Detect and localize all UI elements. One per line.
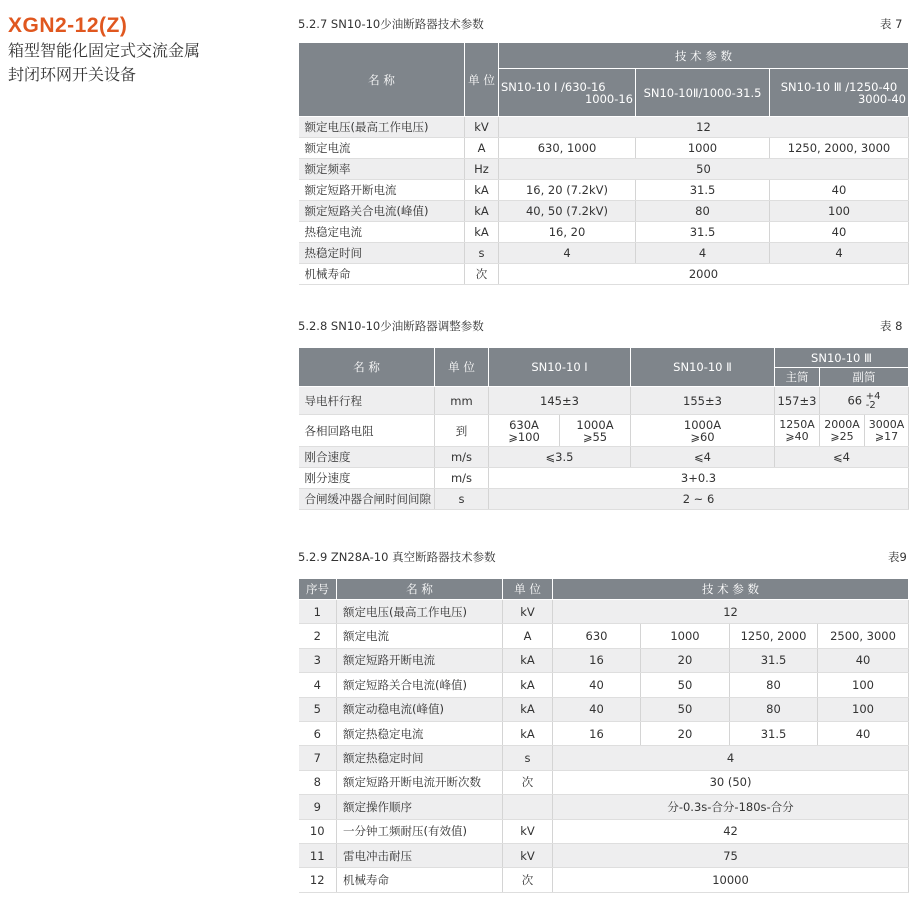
table-row xyxy=(299,159,909,180)
t9-cell-value: 31.5 xyxy=(730,648,818,672)
t7-header-model1-l2: 1000-16 xyxy=(584,91,633,106)
t7-header-model3-l1: SN10-10 Ⅲ /1250-40 xyxy=(780,79,898,94)
t9-cell-value: 2500, 3000 xyxy=(818,624,909,648)
t8-r2-b1: 1000A xyxy=(576,417,614,432)
t9-cell-value: 1000 xyxy=(641,624,730,648)
t8-cell-name: 刚合速度 xyxy=(299,447,435,468)
t9-cell-no: 10 xyxy=(299,819,337,843)
t9-cell-value: 40 xyxy=(818,648,909,672)
t8-header-main-tube xyxy=(775,368,820,387)
t8-r2-d2: ⩾40 xyxy=(785,429,809,443)
t7-cell-value: 31.5 xyxy=(636,180,770,201)
table9-number: 表9 xyxy=(888,550,907,564)
t8-cell-value xyxy=(775,415,820,447)
t8-cell-value: 155±3 xyxy=(631,387,775,415)
t7-cell-name: 热稳定电流 xyxy=(299,222,465,243)
t9-cell-name: 额定热稳定时间 xyxy=(337,746,503,770)
t7-header-name: 名 称 xyxy=(299,43,465,117)
t9-cell-no: 5 xyxy=(299,697,337,721)
table8 xyxy=(298,347,909,510)
t7-cell-value: 40 xyxy=(770,222,909,243)
t7-cell-unit: Hz xyxy=(465,159,499,180)
t8-header-model1: SN10-10 Ⅰ xyxy=(489,348,631,387)
t9-cell-name: 额定短路关合电流(峰值) xyxy=(337,673,503,697)
t8-cell-unit: 到 xyxy=(435,415,489,447)
t9-cell-value: 12 xyxy=(553,600,909,624)
t8-cell-unit: mm xyxy=(435,387,489,415)
t9-cell-value: 31.5 xyxy=(730,721,818,745)
t8-r2-c1: 1000A xyxy=(683,417,722,432)
t9-cell-unit: s xyxy=(503,746,553,770)
t7-cell-value: 31.5 xyxy=(636,222,770,243)
t9-cell-name: 一分钟工频耐压(有效值) xyxy=(337,819,503,843)
t7-cell-value: 4 xyxy=(499,243,636,264)
t9-cell-value: 42 xyxy=(553,819,909,843)
t9-cell-name: 额定热稳定电流 xyxy=(337,721,503,745)
t7-cell-value: 2000 xyxy=(499,264,909,285)
t8-cell-value: ⩽3.5 xyxy=(489,447,631,468)
t9-cell-value: 100 xyxy=(818,673,909,697)
t9-cell-value: 分-0.3s-合分-180s-合分 xyxy=(553,795,909,819)
t9-cell-unit: 次 xyxy=(503,868,553,892)
t7-cell-value: 1250, 2000, 3000 xyxy=(770,138,909,159)
product-title-line2: 封闭环网开关设备 xyxy=(8,65,137,84)
t9-cell-unit: 次 xyxy=(503,770,553,794)
table-row xyxy=(299,868,909,892)
t7-cell-unit: 次 xyxy=(465,264,499,285)
t8-cell-value xyxy=(631,415,775,447)
t8-cell-unit: s xyxy=(435,489,489,510)
t9-cell-name: 雷电冲击耐压 xyxy=(337,843,503,867)
t8-cell-name: 导电杆行程 xyxy=(299,387,435,415)
t9-cell-no: 9 xyxy=(299,795,337,819)
t8-r2-a1: 630A xyxy=(509,417,539,432)
t9-cell-no: 1 xyxy=(299,600,337,624)
t9-cell-name: 额定短路开断电流开断次数 xyxy=(337,770,503,794)
t9-cell-unit: kA xyxy=(503,721,553,745)
table9-caption: 5.2.9 ZN28A-10 真空断路器技术参数 xyxy=(298,550,496,564)
table-row xyxy=(299,117,909,138)
t8-cell-value: 3+0.3 xyxy=(489,468,909,489)
brand-block xyxy=(8,14,200,86)
t8-r2-c2: ⩾60 xyxy=(690,429,715,444)
t9-cell-value: 4 xyxy=(553,746,909,770)
table-row xyxy=(299,746,909,770)
t7-cell-name: 热稳定时间 xyxy=(299,243,465,264)
table-row xyxy=(299,843,909,867)
t8-r2-d1: 1250A xyxy=(779,417,815,431)
t7-cell-name: 额定短路开断电流 xyxy=(299,180,465,201)
t8-header-model3: SN10-10 Ⅲ xyxy=(775,348,909,368)
table7-number: 表 7 xyxy=(880,17,903,31)
t7-cell-value: 16, 20 (7.2kV) xyxy=(499,180,636,201)
t7-header-model3-l2: 3000-40 xyxy=(857,91,906,106)
t7-cell-name: 额定频率 xyxy=(299,159,465,180)
table-row xyxy=(299,600,909,624)
t9-cell-value: 16 xyxy=(553,648,641,672)
t7-cell-unit: kA xyxy=(465,222,499,243)
table9 xyxy=(298,578,909,893)
table-row xyxy=(299,264,909,285)
t8-r2-e2: ⩾25 xyxy=(830,429,854,443)
table-row xyxy=(299,770,909,794)
t8-r2-f2: ⩾17 xyxy=(874,429,899,443)
table7 xyxy=(298,42,909,285)
t9-cell-unit: kA xyxy=(503,673,553,697)
t7-cell-name: 额定短路关合电流(峰值) xyxy=(299,201,465,222)
t9-cell-value: 80 xyxy=(730,673,818,697)
t9-header-no: 序号 xyxy=(299,579,337,600)
t8-r2-f1: 3000A xyxy=(868,417,905,431)
t7-cell-name: 额定电压(最高工作电压) xyxy=(299,117,465,138)
t8-cell-value: 157±3 xyxy=(775,387,820,415)
t9-cell-value: 30 (50) xyxy=(553,770,909,794)
table-row xyxy=(299,795,909,819)
t9-cell-no: 6 xyxy=(299,721,337,745)
t9-cell-name: 机械寿命 xyxy=(337,868,503,892)
t9-cell-no: 4 xyxy=(299,673,337,697)
table-row xyxy=(299,648,909,672)
t9-cell-name: 额定电流 xyxy=(337,624,503,648)
t8-cell-name: 各相回路电阻 xyxy=(299,415,435,447)
t8-cell-value xyxy=(820,415,865,447)
table-row xyxy=(299,243,909,264)
t7-header-unit: 单 位 xyxy=(465,43,499,117)
table-row xyxy=(299,180,909,201)
t7-header-params: 技 术 参 数 xyxy=(499,43,909,69)
t7-cell-unit: kA xyxy=(465,201,499,222)
t7-cell-value: 4 xyxy=(636,243,770,264)
table-row xyxy=(299,489,909,510)
t9-cell-value: 75 xyxy=(553,843,909,867)
t7-cell-unit: s xyxy=(465,243,499,264)
t9-header-name: 名 称 xyxy=(337,579,503,600)
t9-cell-value: 50 xyxy=(641,673,730,697)
t9-cell-no: 2 xyxy=(299,624,337,648)
t7-header-model3 xyxy=(770,69,909,117)
table-row xyxy=(299,447,909,468)
t7-cell-value: 80 xyxy=(636,201,770,222)
t7-header-model1 xyxy=(499,69,636,117)
t7-cell-value: 16, 20 xyxy=(499,222,636,243)
t9-header-params: 技 术 参 数 xyxy=(553,579,909,600)
table-row xyxy=(299,624,909,648)
t9-cell-name: 额定电压(最高工作电压) xyxy=(337,600,503,624)
t8-cell-value xyxy=(560,415,631,447)
table7-caption: 5.2.7 SN10-10少油断路器技术参数 xyxy=(298,17,484,31)
t7-header-model2: SN10-10Ⅱ/1000-31.5 xyxy=(636,69,770,117)
t7-cell-value: 4 xyxy=(770,243,909,264)
table-row xyxy=(299,138,909,159)
t9-cell-no: 7 xyxy=(299,746,337,770)
t9-cell-no: 12 xyxy=(299,868,337,892)
table-row xyxy=(299,721,909,745)
t8-cell-value: 145±3 xyxy=(489,387,631,415)
t8-aux-main: 66 xyxy=(847,393,863,407)
t9-cell-value: 1250, 2000 xyxy=(730,624,818,648)
t9-cell-name: 额定动稳电流(峰值) xyxy=(337,697,503,721)
table-row xyxy=(299,201,909,222)
product-title-line1: 箱型智能化固定式交流金属 xyxy=(8,41,201,60)
t9-cell-unit: A xyxy=(503,624,553,648)
t7-cell-value: 630, 1000 xyxy=(499,138,636,159)
t9-cell-value: 16 xyxy=(553,721,641,745)
t9-cell-no: 8 xyxy=(299,770,337,794)
t9-cell-value: 50 xyxy=(641,697,730,721)
t9-cell-unit: kV xyxy=(503,843,553,867)
t9-cell-value: 630 xyxy=(553,624,641,648)
t9-cell-unit: kA xyxy=(503,648,553,672)
t7-cell-value: 100 xyxy=(770,201,909,222)
t7-cell-value: 1000 xyxy=(636,138,770,159)
t8-cell-value: ⩽4 xyxy=(631,447,775,468)
table-row xyxy=(299,415,909,447)
t8-cell-value: ⩽4 xyxy=(775,447,909,468)
table8-caption: 5.2.8 SN10-10少油断路器调整参数 xyxy=(298,319,484,333)
t8-r2-e1: 2000A xyxy=(824,417,860,431)
t8-header-name: 名 称 xyxy=(299,348,435,387)
t8-cell-value xyxy=(865,415,909,447)
t9-cell-value: 40 xyxy=(553,697,641,721)
t9-cell-value: 40 xyxy=(553,673,641,697)
t9-cell-no: 11 xyxy=(299,843,337,867)
t9-cell-value: 100 xyxy=(818,697,909,721)
t8-cell-value xyxy=(489,415,560,447)
t8-cell-value: 2 ~ 6 xyxy=(489,489,909,510)
t9-header-unit: 单 位 xyxy=(503,579,553,600)
t7-cell-value: 50 xyxy=(499,159,909,180)
t9-cell-unit: kV xyxy=(503,600,553,624)
t7-cell-name: 额定电流 xyxy=(299,138,465,159)
t8-r2-a2: ⩾100 xyxy=(508,429,540,444)
t7-cell-unit: A xyxy=(465,138,499,159)
table-row xyxy=(299,387,909,415)
table-row xyxy=(299,222,909,243)
t9-cell-value: 10000 xyxy=(553,868,909,892)
t7-cell-unit: kA xyxy=(465,180,499,201)
table-row xyxy=(299,697,909,721)
table-row xyxy=(299,819,909,843)
table8-number: 表 8 xyxy=(880,319,903,333)
table-row xyxy=(299,673,909,697)
t9-cell-unit xyxy=(503,795,553,819)
t9-cell-value: 20 xyxy=(641,721,730,745)
t8-cell-unit: m/s xyxy=(435,447,489,468)
product-code: XGN2-12(Z) xyxy=(8,14,128,37)
t9-cell-unit: kV xyxy=(503,819,553,843)
table-row xyxy=(299,468,909,489)
t7-cell-value: 40 xyxy=(770,180,909,201)
t8-header-unit: 单 位 xyxy=(435,348,489,387)
t7-cell-value: 40, 50 (7.2kV) xyxy=(499,201,636,222)
t8-cell-name: 合闸缓冲器合闸时间间隙 xyxy=(299,489,435,510)
t9-cell-value: 80 xyxy=(730,697,818,721)
t8-header-main-tube-label: 主筒 xyxy=(785,370,809,384)
t8-cell-name: 刚分速度 xyxy=(299,468,435,489)
t9-cell-name: 额定操作顺序 xyxy=(337,795,503,819)
t8-aux-tolerance xyxy=(866,392,881,410)
t8-aux-tol-up: +4 xyxy=(865,390,881,402)
t9-cell-value: 20 xyxy=(641,648,730,672)
t9-cell-unit: kA xyxy=(503,697,553,721)
t8-cell-value-aux xyxy=(820,387,909,415)
t7-cell-value: 12 xyxy=(499,117,909,138)
t7-cell-name: 机械寿命 xyxy=(299,264,465,285)
t7-header-model1-l1: SN10-10 Ⅰ /630-16 xyxy=(501,79,606,94)
t8-header-aux-tube: 副筒 xyxy=(820,368,909,387)
t9-cell-name: 额定短路开断电流 xyxy=(337,648,503,672)
t7-cell-unit: kV xyxy=(465,117,499,138)
t8-header-model2: SN10-10 Ⅱ xyxy=(631,348,775,387)
t9-cell-no: 3 xyxy=(299,648,337,672)
t8-aux-tol-down: -2 xyxy=(865,399,876,411)
t8-r2-b2: ⩾55 xyxy=(582,429,608,444)
t8-cell-unit: m/s xyxy=(435,468,489,489)
t9-cell-value: 40 xyxy=(818,721,909,745)
